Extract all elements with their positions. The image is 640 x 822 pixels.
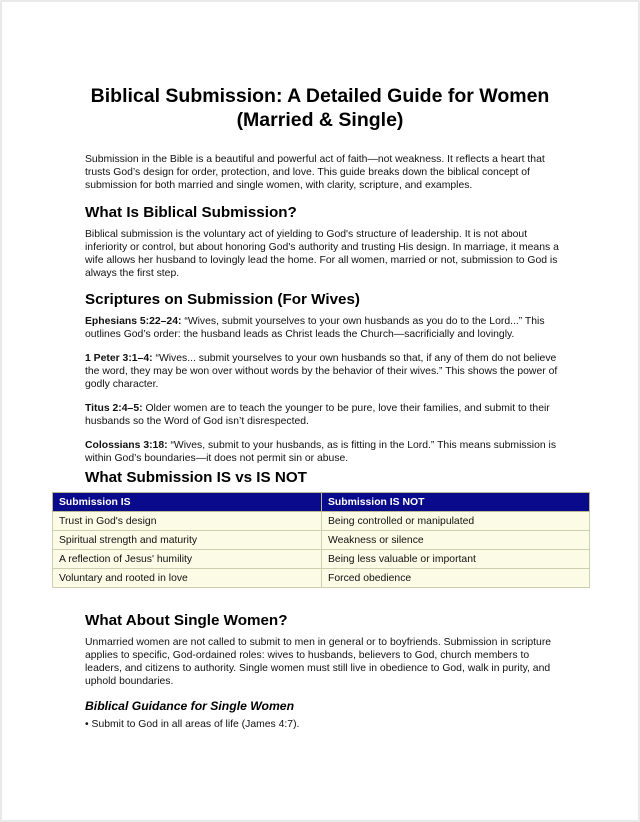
- guidance-list-item: • Submit to God in all areas of life (James 4:7).: [85, 719, 300, 730]
- scripture-text: “Wives... submit yourselves to your own husbands so that, if any of them do not believe the word, they may be won over without words by the behavior of their wives.” This shows the power of godly character.: [85, 353, 558, 390]
- comparison-table: [52, 492, 590, 588]
- single-block: [85, 636, 565, 699]
- scripture-item: [85, 315, 565, 341]
- table-cell: Being less valuable or important: [322, 550, 590, 569]
- single-paragraph: Unmarried women are not called to submit to men in general or to boyfriends. Submission in scripture applies to specific, God-ordained roles: wives to husbands, believers to God, church members to leaders, and citizens to authority. Single women must still live in obedience to God, walk in purity, and uphold boundaries.: [85, 637, 552, 687]
- table-cell: A reflection of Jesus' humility: [53, 550, 322, 569]
- title-line-2: (Married & Single): [236, 109, 404, 131]
- scripture-text: “Wives, submit to your husbands, as is fitting in the Lord.” This means submission is within God’s boundaries—it does not permit sin or abuse.: [85, 440, 557, 464]
- scripture-item: [85, 402, 565, 428]
- table-header-row: [53, 493, 590, 512]
- what-is-block: [85, 228, 565, 291]
- scripture-item: [85, 352, 565, 391]
- table-cell: Spiritual strength and maturity: [53, 531, 322, 550]
- intro-paragraph: Submission in the Bible is a beautiful and powerful act of faith—not weakness. It reflects a heart that trusts God’s design for order, protection, and love. This guide breaks down the biblical concept of submission for both married and single women, with clarity, scripture, and examples.: [85, 154, 545, 191]
- document-title: [62, 84, 578, 132]
- table-cell: Weakness or silence: [322, 531, 590, 550]
- scripture-ref: Colossians 3:18:: [85, 440, 168, 451]
- table-cell: Forced obedience: [322, 569, 590, 588]
- scripture-ref: 1 Peter 3:1–4:: [85, 353, 153, 364]
- scripture-ref: Ephesians 5:22–24:: [85, 316, 182, 327]
- scripture-ref: Titus 2:4–5:: [85, 403, 143, 414]
- table-row: [53, 531, 590, 550]
- column-header: Submission IS: [53, 493, 322, 512]
- table-cell: Being controlled or manipulated: [322, 512, 590, 531]
- subheading-single-guidance: Biblical Guidance for Single Women: [85, 699, 295, 713]
- column-header: Submission IS NOT: [322, 493, 590, 512]
- scripture-text: “Wives, submit yourselves to your own husbands as you do to the Lord...” This outlines God’s order: the husband leads as Christ leads the Church—sacrificially and lovingly.: [85, 316, 545, 340]
- heading-scriptures: Scriptures on Submission (For Wives): [85, 291, 360, 308]
- scripture-item: [85, 439, 565, 465]
- table-row: [53, 550, 590, 569]
- heading-is-vs-not: What Submission IS vs IS NOT: [85, 469, 307, 486]
- table-row: [53, 512, 590, 531]
- table-cell: Trust in God's design: [53, 512, 322, 531]
- intro-block: [85, 153, 565, 203]
- heading-what-is: What Is Biblical Submission?: [85, 204, 297, 221]
- heading-single-women: What About Single Women?: [85, 612, 288, 629]
- title-line-1: Biblical Submission: A Detailed Guide for Women: [90, 85, 550, 107]
- scriptures-block: [85, 315, 565, 476]
- scripture-text: Older women are to teach the younger to be pure, love their families, and submit to their husbands so the Word of God isn’t disrespected.: [85, 403, 550, 427]
- table-row: [53, 569, 590, 588]
- what-is-paragraph: Biblical submission is the voluntary act of yielding to God's structure of leadership. It is not about inferiority or control, but about honoring God's authority and trusting His design. In marriage, it means a wife allows her husband to lovingly lead the home. For all women, married or not, submission to God is always the first step.: [85, 229, 559, 279]
- table-cell: Voluntary and rooted in love: [53, 569, 322, 588]
- document-page: [2, 2, 638, 820]
